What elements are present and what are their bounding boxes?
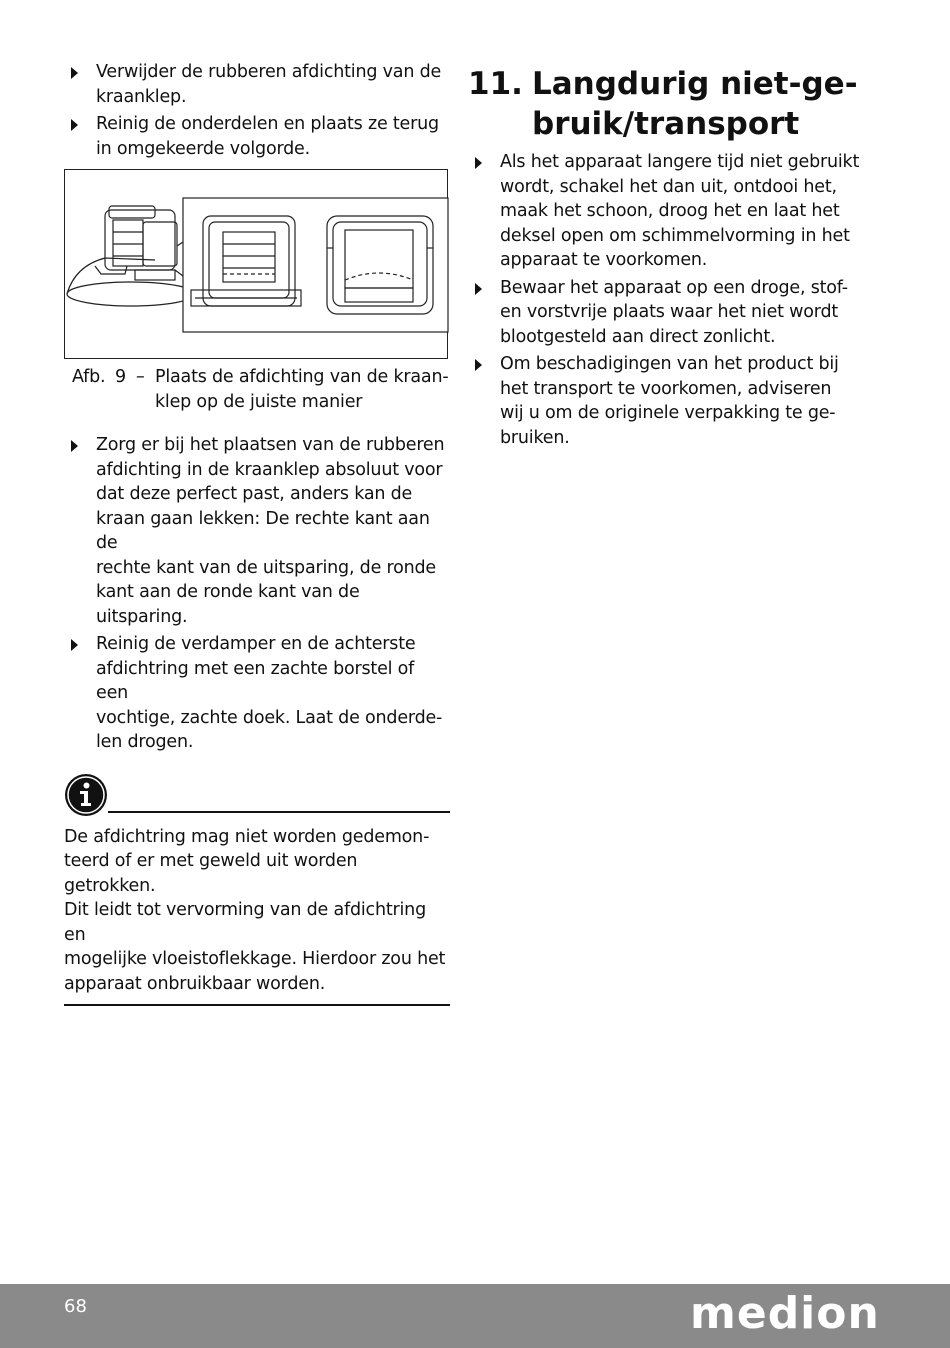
figure-caption: [64, 365, 450, 415]
caption-text: Plaats de afdichting van de kraan- klep op de juiste manier: [155, 367, 449, 412]
bullet-text: Reinig de verdamper en de achterste afdichtring met een zachte borstel of een vochtige, zachte doek. Laat de onderde- len drogen.: [96, 634, 443, 752]
bullet-item: [468, 150, 868, 273]
bullet-item: [468, 276, 868, 350]
bullet-arrow-icon: [475, 157, 482, 169]
page-footer: [0, 1284, 950, 1348]
info-header: [64, 773, 450, 817]
bullet-text: Als het apparaat langere tijd niet gebruikt wordt, schakel het dan uit, ontdooi het, maak het schoon, droog het en laat het deksel open om schimmelvorming in het apparaat te voorkomen.: [500, 152, 860, 270]
bullet-item: [64, 112, 450, 161]
brand-logo: medion: [690, 1288, 880, 1339]
bullet-arrow-icon: [71, 440, 78, 452]
bullet-arrow-icon: [475, 283, 482, 295]
bullet-item: [64, 60, 450, 109]
info-icon: [64, 773, 108, 817]
caption-number: 9: [115, 367, 126, 387]
left-column: [64, 60, 450, 1006]
info-note: [64, 773, 450, 1007]
bullet-arrow-icon: [71, 67, 78, 79]
bullet-arrow-icon: [71, 639, 78, 651]
caption-label: Afb.: [72, 367, 106, 387]
bullet-arrow-icon: [475, 359, 482, 371]
figure-valve-seal: [64, 169, 448, 359]
bullet-text: Verwijder de rubberen afdichting van de kraanklep.: [96, 62, 442, 107]
right-column: [468, 60, 868, 453]
bullet-text: Zorg er bij het plaatsen van de rubberen afdichting in de kraanklep absoluut voor dat deze perfect past, anders kan de kraan gaan lekken: De rechte kant aan de rechte kant van de uitsparing, de ronde kant aan de ronde kant van de uitsparing.: [96, 435, 445, 627]
bullet-item: [468, 352, 868, 450]
info-text: De afdichtring mag niet worden gedemon- teerd of er met geweld uit worden getrokken. Dit leidt tot vervorming van de afdichtring en mogelijke vloeistoflekkage. Hierdoor zou het apparaat onbruikbaar worden.: [64, 825, 450, 1007]
info-divider: [108, 811, 450, 813]
section-number: 11.: [468, 66, 523, 102]
page-number: 68: [64, 1296, 87, 1317]
bullet-text: Reinig de onderdelen en plaats ze terug in omgekeerde volgorde.: [96, 114, 439, 159]
bullet-text: Om beschadigingen van het product bij het transport te voorkomen, adviseren wij u om de originele verpakking te ge- bruiken.: [500, 354, 839, 448]
caption-dash: –: [136, 367, 145, 387]
section-title: Langdurig niet-ge- bruik/transport: [532, 66, 858, 142]
bullet-arrow-icon: [71, 119, 78, 131]
bullet-list-bottom: [64, 433, 450, 755]
valve-seal-illustration: [65, 170, 449, 360]
bullet-item: [64, 632, 450, 755]
section-heading: [468, 60, 868, 142]
bullet-item: [64, 433, 450, 629]
bullet-text: Bewaar het apparaat op een droge, stof- en vorstvrije plaats waar het niet wordt blootgesteld aan direct zonlicht.: [500, 277, 848, 347]
